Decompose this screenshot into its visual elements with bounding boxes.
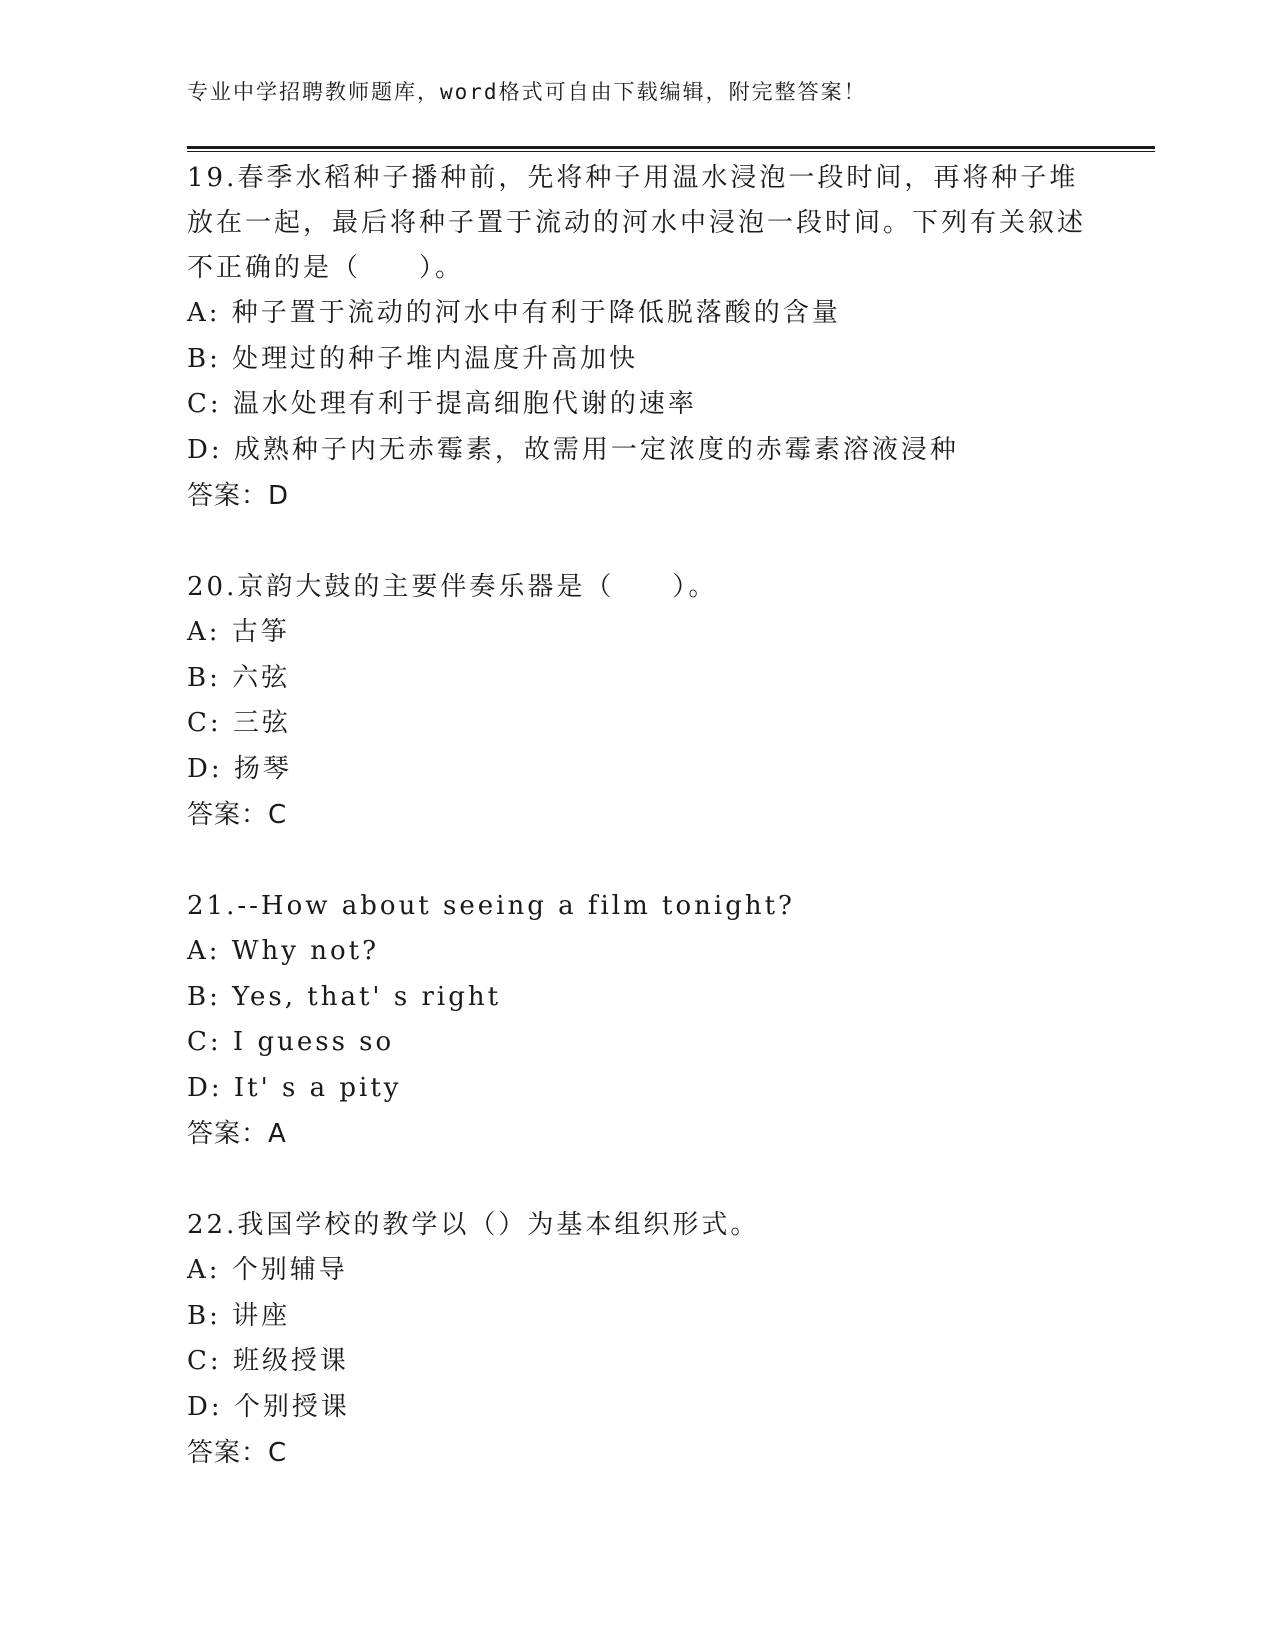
option-c: C: I guess so <box>187 1027 395 1057</box>
question-20 <box>187 565 1087 838</box>
question-stem: 22.我国学校的教学以（）为基本组织形式。 <box>187 1210 760 1240</box>
option-b: B: 六弦 <box>187 662 291 693</box>
option-b: B: 讲座 <box>187 1300 291 1331</box>
option-d: D: It' s a pity <box>187 1072 402 1103</box>
question-21 <box>187 884 1087 1157</box>
question-stem: 21.--How about seeing a film tonight? <box>187 891 795 921</box>
option-d: D: 个别授课 <box>187 1391 350 1422</box>
question-stem: 20.京韵大鼓的主要伴奏乐器是（ ）。 <box>187 572 718 602</box>
option-c: C: 班级授课 <box>187 1346 349 1376</box>
header-divider <box>187 146 1155 152</box>
option-d: D: 扬琴 <box>187 753 292 784</box>
answer: 答案：C <box>187 800 288 830</box>
question-stem: 19.春季水稻种子播种前，先将种子用温水浸泡一段时间，再将种子堆放在一起，最后将种子置于流动的河水中浸泡一段时间。下列有关叙述不正确的是（ ）。 <box>187 163 1087 283</box>
option-a: A: 古筝 <box>187 617 290 647</box>
option-a: A: 个别辅导 <box>187 1255 348 1285</box>
option-b: B: 处理过的种子堆内温度升高加快 <box>187 343 639 374</box>
option-b: B: Yes, that' s right <box>187 981 502 1012</box>
answer: 答案：C <box>187 1438 288 1468</box>
question-22 <box>187 1203 1087 1476</box>
question-19 <box>187 156 1087 519</box>
option-c: C: 三弦 <box>187 708 291 738</box>
answer: 答案：A <box>187 1119 287 1149</box>
option-a: A: 种子置于流动的河水中有利于降低脱落酸的含量 <box>187 298 841 328</box>
option-a: A: Why not? <box>187 936 380 966</box>
answer: 答案：D <box>187 481 290 511</box>
option-d: D: 成熟种子内无赤霉素，故需用一定浓度的赤霉素溶液浸种 <box>187 434 959 465</box>
page-header: 专业中学招聘教师题库，word格式可自由下载编辑，附完整答案！ <box>187 80 867 104</box>
question-list <box>187 156 1087 1522</box>
option-c: C: 温水处理有利于提高细胞代谢的速率 <box>187 389 697 419</box>
